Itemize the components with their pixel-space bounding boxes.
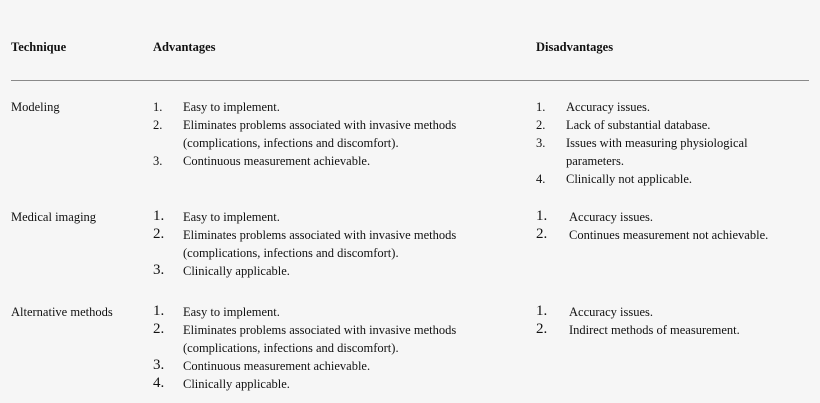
- advantages-list-medical-imaging: [153, 208, 513, 280]
- list-item: 4. Clinically not applicable.: [536, 172, 693, 186]
- header-disadvantages: Disadvantages: [536, 40, 614, 54]
- list-item: 3. Continuous measurement achievable.: [153, 154, 371, 168]
- list-item: 3. Continuous measurement achievable.: [153, 357, 371, 373]
- header-advantages: Advantages: [153, 40, 216, 54]
- list-item: 1. Easy to implement.: [153, 100, 280, 114]
- technique-modeling: Modeling: [11, 100, 60, 114]
- list-item: 1. Accuracy issues.: [536, 303, 653, 319]
- disadvantages-list-modeling: [536, 98, 816, 188]
- technique-alternative-methods: Alternative methods: [11, 305, 113, 319]
- disadvantages-list-medical-imaging: [536, 208, 816, 244]
- header-technique: Technique: [11, 40, 67, 54]
- list-item: 2. Lack of substantial database.: [536, 118, 711, 132]
- list-item: 3. Issues with measuring physiological parameters.: [536, 136, 748, 168]
- list-item: 2. Eliminates problems associated with invasive methods (complications, infections and discomfort).: [153, 321, 457, 355]
- list-item: 1. Accuracy issues.: [536, 208, 653, 224]
- list-item: 2. Eliminates problems associated with invasive methods (complications, infections and discomfort).: [153, 226, 457, 260]
- header-divider: [11, 80, 809, 81]
- advantages-list-alternative-methods: [153, 303, 513, 393]
- list-item: 1. Easy to implement.: [153, 303, 280, 319]
- disadvantages-list-alternative-methods: [536, 303, 816, 339]
- technique-medical-imaging: Medical imaging: [11, 210, 97, 224]
- list-item: 1. Easy to implement.: [153, 208, 280, 224]
- list-item: 2. Continues measurement not achievable.: [536, 226, 769, 242]
- list-item: 2. Indirect methods of measurement.: [536, 321, 740, 337]
- list-item: 4. Clinically applicable.: [153, 375, 290, 391]
- list-item: 3. Clinically applicable.: [153, 262, 290, 278]
- list-item: 2. Eliminates problems associated with invasive methods (complications, infections and discomfort).: [153, 118, 457, 150]
- list-item: 1. Accuracy issues.: [536, 100, 650, 114]
- advantages-list-modeling: [153, 98, 513, 170]
